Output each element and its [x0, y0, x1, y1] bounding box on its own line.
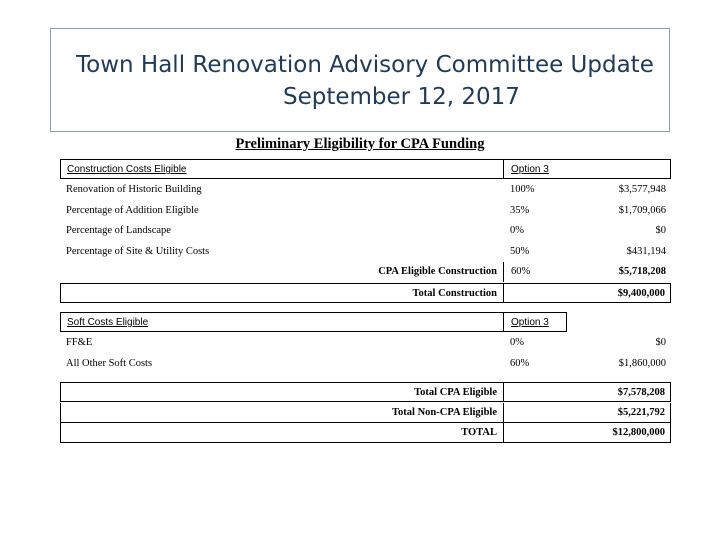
row-percent: [503, 382, 567, 402]
soft-costs-header-label: Soft Costs Eligible: [60, 312, 503, 332]
summary-row-total-non-cpa-eligible: [60, 403, 671, 423]
table-row: [60, 333, 671, 353]
table-row: [60, 354, 671, 374]
row-percent: 60%: [503, 262, 567, 282]
row-label: Total Non-CPA Eligible: [60, 403, 503, 423]
construction-header-amount: [567, 159, 671, 179]
row-label: CPA Eligible Construction: [378, 266, 497, 277]
row-percent: 60%: [510, 358, 530, 369]
row-label: Percentage of Addition Eligible: [66, 205, 199, 216]
row-label: Total CPA Eligible: [60, 382, 503, 402]
row-amount: $9,400,000: [567, 283, 671, 303]
title-line-2: September 12, 2017: [283, 84, 520, 110]
summary-row-total: [60, 423, 671, 443]
row-percent: 100%: [510, 184, 535, 195]
row-amount: $5,718,208: [618, 266, 666, 277]
table-subtitle: Preliminary Eligibility for CPA Funding: [235, 136, 485, 152]
table-row: [60, 242, 671, 262]
row-label: Total Construction: [60, 283, 503, 303]
row-amount: $5,221,792: [567, 403, 671, 423]
table-row: [60, 201, 671, 221]
row-label: TOTAL: [60, 423, 503, 443]
row-label: Renovation of Historic Building: [66, 184, 202, 195]
row-percent: 0%: [510, 337, 524, 348]
row-label: FF&E: [66, 337, 93, 348]
row-amount: $3,577,948: [618, 184, 666, 195]
row-percent: [503, 283, 567, 303]
summary-row-total-cpa-eligible: [60, 382, 671, 402]
row-percent: 35%: [510, 205, 530, 216]
row-percent: 0%: [510, 225, 524, 236]
table-row: [60, 221, 671, 241]
row-label: All Other Soft Costs: [66, 358, 153, 369]
title-line-1: Town Hall Renovation Advisory Committee Update: [76, 52, 654, 78]
row-percent: [503, 403, 567, 423]
construction-header-row: [60, 159, 671, 179]
soft-costs-header-option: Option 3: [503, 312, 567, 332]
row-percent: [503, 423, 567, 443]
title-box: [50, 28, 670, 132]
construction-header-label: Construction Costs Eligible: [60, 159, 503, 179]
table-row: [60, 180, 671, 200]
cpa-eligible-construction-row: [60, 262, 671, 282]
total-construction-row: [60, 283, 671, 303]
row-amount: $1,709,066: [618, 205, 666, 216]
row-amount: $12,800,000: [567, 423, 671, 443]
row-percent: 50%: [510, 246, 530, 257]
row-amount: $0: [655, 337, 666, 348]
row-amount: $7,578,208: [567, 382, 671, 402]
row-amount: $0: [655, 225, 666, 236]
row-amount: $431,194: [626, 246, 666, 257]
row-label: Percentage of Landscape: [66, 225, 171, 236]
soft-costs-header-row: [60, 312, 671, 332]
row-label: Percentage of Site & Utility Costs: [66, 246, 210, 257]
row-amount: $1,860,000: [618, 358, 666, 369]
construction-header-option: Option 3: [503, 159, 567, 179]
